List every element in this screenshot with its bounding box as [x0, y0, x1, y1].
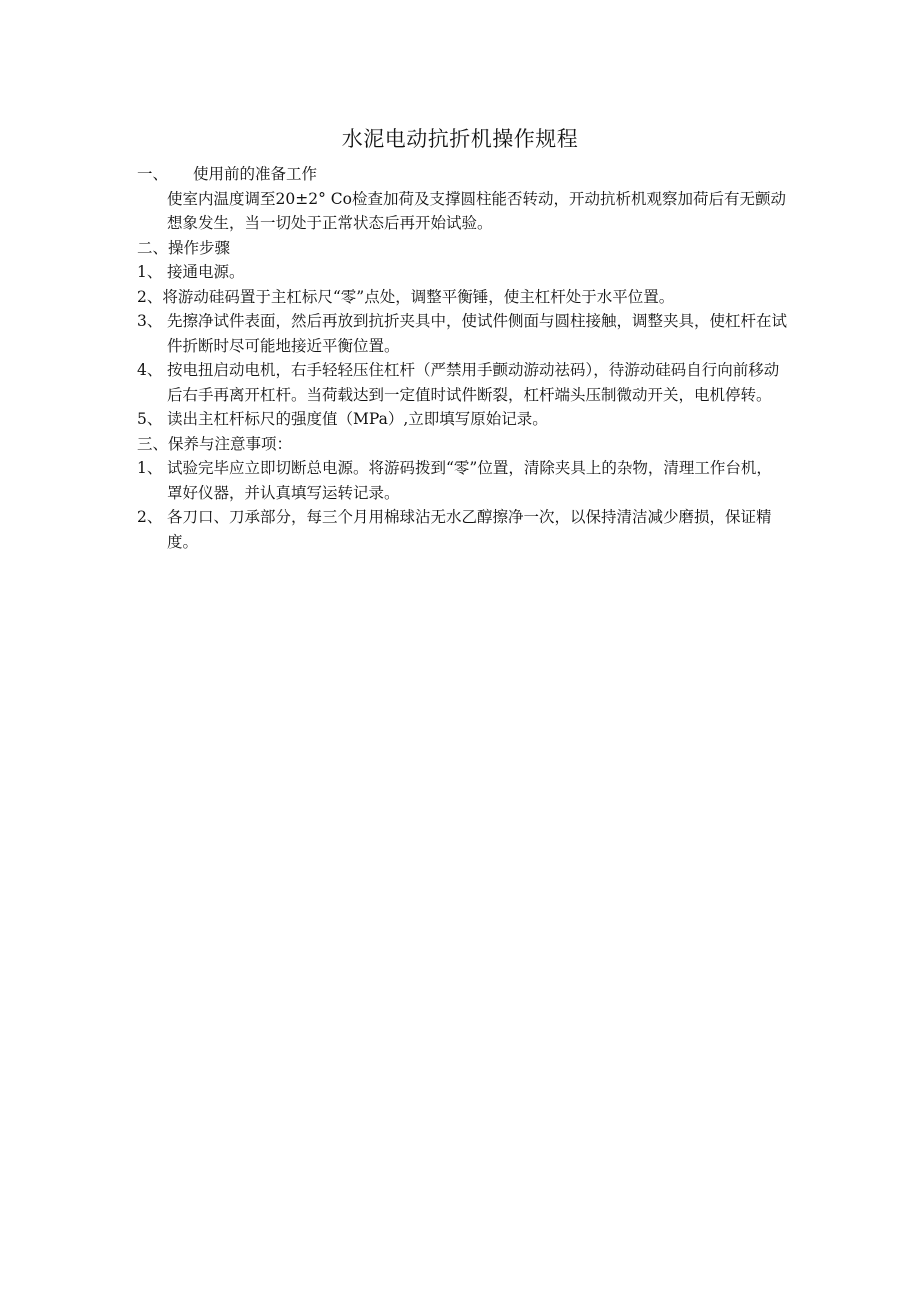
- document-title: 水泥电动抗折机操作规程: [341, 127, 579, 151]
- item-number: 3、: [137, 312, 163, 330]
- item-text: 各刀口、刀承部分，每三个月用棉球沾无水乙醇擦净一次，以保持清洁减少磨损，保证精度。: [167, 508, 772, 551]
- section-number: 一、: [137, 165, 169, 183]
- preparation-paragraph: 使室内温度调至20±2° Co检查加荷及支撑圆柱能否转动，开动抗析机观察加荷后有无颤动想象发生，当一切处于正常状态后再开始试验。: [167, 189, 786, 232]
- item-number: 5、: [137, 410, 163, 428]
- item-text: 将游动硅码置于主杠标尺“零”点处，调整平衡锤，使主杠杆处于水平位置。: [162, 287, 675, 306]
- list-item: [137, 456, 787, 505]
- list-item: [137, 309, 787, 358]
- item-number: 4、: [137, 361, 163, 379]
- item-text: 读出主杠杆标尺的强度值（MPa）,立即填写原始记录。: [167, 410, 548, 428]
- item-text: 试验完毕应立即切断总电源。将游码拨到“零”位置，清除夹具上的杂物，清理工作台机，罩好仪器，并认真填写运转记录。: [167, 459, 772, 502]
- item-number: 2、: [137, 287, 163, 306]
- item-number: 1、: [137, 263, 163, 281]
- list-item: [137, 285, 787, 310]
- list-item: [137, 505, 787, 554]
- document-body: [137, 162, 787, 554]
- item-text: 按电扭启动电机，右手轻轻压住杠杆（严禁用手颤动游动祛码），待游动硅码自行向前移动后右手再离开杠杆。当荷载达到一定值时试件断裂，杠杆端头压制微动开关，电机停转。: [167, 361, 780, 404]
- item-text: 先擦净试件表面，然后再放到抗折夹具中，使试件侧面与圆柱接触，调整夹具，使杠杆在试件折断时尽可能地接近平衡位置。: [167, 312, 788, 355]
- section-heading-text: 使用前的准备工作: [193, 165, 318, 183]
- list-item: [137, 358, 787, 407]
- section-heading-steps: 二、操作步骤: [137, 238, 231, 257]
- list-item: [137, 260, 787, 285]
- item-number: 2、: [137, 508, 163, 526]
- item-number: 1、: [137, 459, 163, 477]
- section-heading-maintenance: 三、保养与注意事项：: [137, 434, 293, 453]
- list-item: [137, 407, 787, 432]
- section-heading-preparation: [137, 162, 787, 187]
- item-text: 接通电源。: [167, 263, 245, 281]
